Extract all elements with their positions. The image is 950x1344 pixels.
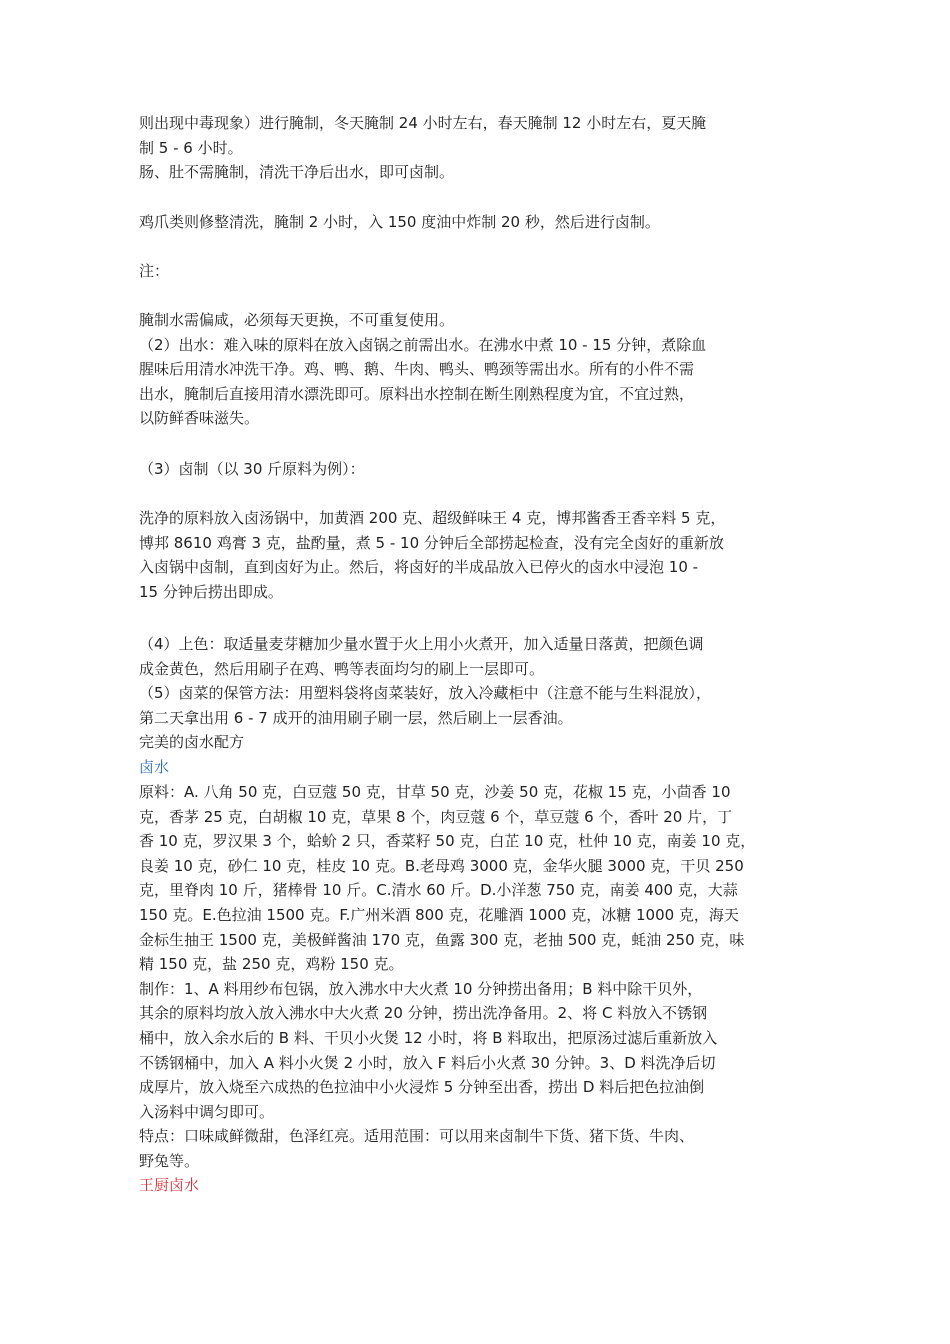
paragraph [139, 506, 829, 604]
note-heading [139, 259, 829, 284]
text-line: 成厚片，放入烧至六成热的色拉油中小火浸炸 5 分钟至出香，捞出 D 料后把色拉油倒 [139, 1078, 705, 1097]
text-line: 不锈钢桶中，加入 A 料小火煲 2 小时，放入 F 料后小火煮 30 分钟。3、D 料洗净后切 [139, 1053, 716, 1072]
text-line: 入卤锅中卤制，直到卤好为止。然后，将卤好的半成品放入已停火的卤水中浸泡 10 - [139, 558, 699, 577]
paragraph [139, 780, 829, 1174]
text-line: 制作：1、A 料用纱布包锅，放入沸水中大火煮 10 分钟捞出备用；B 料中除干贝外， [139, 979, 703, 998]
text-line: 腥味后用清水冲洗干净。鸡、鸭、鹅、牛肉、鸭头、鸭颈等需出水。所有的小件不需 [139, 360, 695, 379]
text-line: 入汤料中调匀即可。 [139, 1102, 275, 1121]
paragraph [139, 308, 829, 431]
text-line: 150 克。E.色拉油 1500 克。F.广州米酒 800 克，花雕酒 1000 克，冰糖 1000 克，海天 [139, 905, 739, 924]
text-line: 以防鲜香味滋失。 [139, 409, 260, 428]
text-line: 鸡爪类则修整清洗，腌制 2 小时，入 150 度油中炸制 20 秒，然后进行卤制。 [139, 213, 660, 231]
paragraph [139, 111, 829, 160]
paragraph [139, 160, 829, 185]
paragraph [139, 210, 829, 235]
text-line: 成金黄色，然后用刷子在鸡、鸭等表面均匀的刷上一层即可。 [139, 659, 545, 678]
text-line: 制 5 - 6 小时。 [139, 138, 243, 157]
text-line: 出水，腌制后直接用清水漂洗即可。原料出水控制在断生刚熟程度为宜，不宜过熟， [139, 384, 695, 403]
text-line: 其余的原料均放入放入沸水中大火煮 20 分钟，捞出洗净备用。2、将 C 料放入不锈钢 [139, 1004, 708, 1023]
text-line: 野兔等。 [139, 1151, 200, 1170]
text-line: 克，香茅 25 克，白胡椒 10 克，草果 8 个，肉豆蔻 6 个，草豆蔻 6 个，香叶 20 片，丁 [139, 807, 733, 826]
text-line: 注： [139, 262, 170, 280]
text-line: 良姜 10 克，砂仁 10 克，桂皮 10 克。B.老母鸡 3000 克，金华火腿 3000 克，干贝 250 [139, 856, 744, 875]
text-line: 完美的卤水配方 [139, 733, 245, 752]
text-line: 精 150 克，盐 250 克，鸡粉 150 克。 [139, 955, 404, 974]
text-line: 原料：A. 八角 50 克，白豆蔻 50 克，甘草 50 克，沙姜 50 克，花椒 15 克，小茴香 10 [139, 783, 731, 801]
text-line: （2）出水：难入味的原料在放入卤锅之前需出水。在沸水中煮 10 - 15 分钟，煮除血 [139, 335, 707, 354]
text-line: （3）卤制（以 30 斤原料为例）： [139, 460, 365, 478]
text-line: 腌制水需偏咸，必须每天更换，不可重复使用。 [139, 311, 455, 329]
text-line: 卤水 [139, 758, 170, 776]
text-line: 王厨卤水 [139, 1176, 200, 1194]
text-line: （5）卤菜的保管方法：用塑料袋将卤菜装好，放入冷藏柜中（注意不能与生料混放）， [139, 684, 712, 703]
text-line: （4）上色：取适量麦芽糖加少量水置于火上用小火煮开，加入适量日落黄，把颜色调 [139, 635, 704, 653]
paragraph [139, 632, 829, 755]
paragraph [139, 457, 829, 482]
text-line: 博邦 8610 鸡膏 3 克，盐酌量，煮 5 - 10 分钟后全部捞起检查，没有完全卤好的重新放 [139, 533, 724, 552]
text-line: 克，里脊肉 10 斤，猪棒骨 10 斤。C.清水 60 斤。D.小洋葱 750 克，南姜 400 克，大蒜 [139, 881, 738, 900]
text-line: 则出现中毒现象）进行腌制，冬天腌制 24 小时左右，春天腌制 12 小时左右，夏天腌 [139, 114, 707, 132]
text-line: 第二天拿出用 6 - 7 成开的油用刷子刷一层，然后刷上一层香油。 [139, 708, 573, 727]
section-heading-luzhi [139, 755, 829, 780]
text-line: 特点：口味咸鲜微甜，色泽红亮。适用范围：可以用来卤制牛下货、猪下货、牛肉、 [139, 1127, 695, 1146]
text-line: 香 10 克，罗汉果 3 个，蛤蚧 2 只，香菜籽 50 克，白芷 10 克，杜仲 10 克，南姜 10 克， [139, 832, 756, 851]
text-line: 洗净的原料放入卤汤锅中，加黄酒 200 克、超级鲜味王 4 克，博邦酱香王香辛料 5 克， [139, 509, 726, 527]
text-line: 肠、肚不需腌制，清洗干净后出水，即可卤制。 [139, 163, 455, 181]
text-line: 桶中，放入余水后的 B 料、干贝小火煲 12 小时，将 B 料取出，把原汤过滤后重新放入 [139, 1028, 718, 1047]
text-line: 15 分钟后捞出即成。 [139, 582, 283, 601]
section-heading-wangchu [139, 1173, 829, 1198]
text-line: 金标生抽王 1500 克，美极鲜酱油 170 克，鱼露 300 克，老抽 500 克，蚝油 250 克，味 [139, 930, 745, 949]
